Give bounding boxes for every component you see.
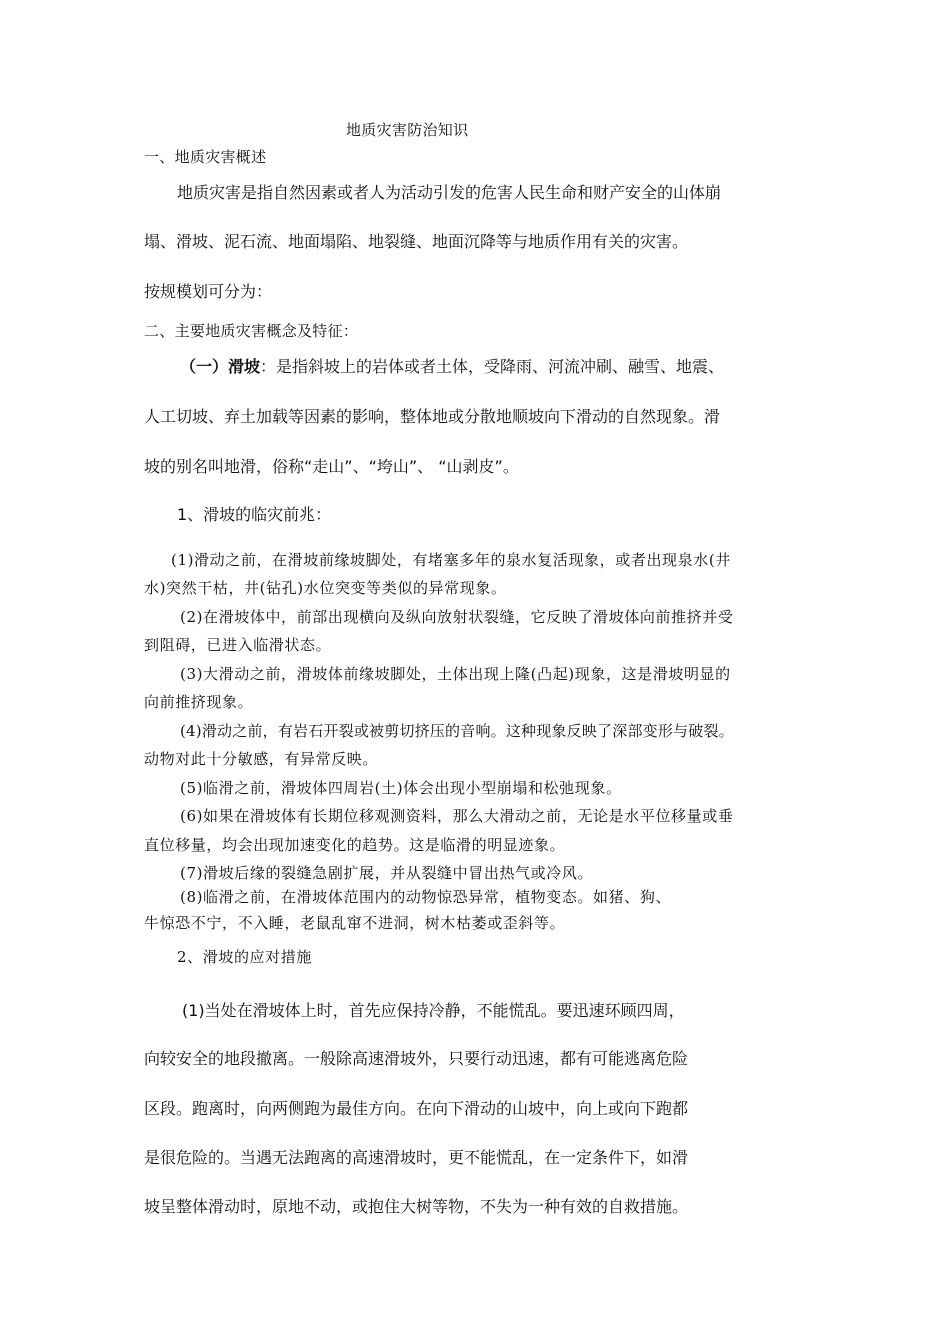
response-line: 是很危险的。当遇无法跑离的高速滑坡时，更不能慌乱，在一定条件下，如滑 <box>144 1148 689 1167</box>
sign-line: 牛惊恐不宁，不入睡，老鼠乱窜不进洞，树木枯萎或歪斜等。 <box>144 914 566 932</box>
sign-line: 到阻碍，已进入临滑状态。 <box>144 636 332 654</box>
response-line: (1)当处在滑坡体上时，首先应保持冷静，不能慌乱。要迅速环顾四周， <box>182 1001 685 1020</box>
sign-line: (4)滑动之前，有岩石开裂或被剪切挤压的音响。这种现象反映了深部变形与破裂。 <box>180 722 734 740</box>
section1-paragraph-line: 塌、滑坡、泥石流、地面塌陷、地裂缝、地面沉降等与地质作用有关的灾害。 <box>144 232 689 251</box>
response-heading: 2、滑坡的应对措施 <box>177 948 312 966</box>
sign-line: (2)在滑坡体中，前部出现横向及纵向放射状裂缝，它反映了滑坡体向前推挤并受 <box>180 608 734 626</box>
sign-line: (3)大滑动之前，滑坡体前缘坡脚处，土体出现上隆(凸起)现象，这是滑坡明显的 <box>180 665 731 683</box>
section1-scale-line: 按规模划可分为： <box>144 282 273 301</box>
landslide-definition-line: 坡的别名叫地滑，俗称“走山”、“垮山”、 “山剥皮”。 <box>144 457 519 476</box>
sign-line: (1)滑动之前，在滑坡前缘坡脚处，有堵塞多年的泉水复活现象，或者出现泉水(井 <box>171 551 731 569</box>
signs-heading: 1、滑坡的临灾前兆： <box>177 505 332 524</box>
section1-paragraph-line: 地质灾害是指自然因素或者人为活动引发的危害人民生命和财产安全的山体崩 <box>177 183 722 202</box>
sign-line: (6)如果在滑坡体有长期位移观测资料，那么大滑动之前，无论是水平位移量或垂 <box>180 807 734 825</box>
landslide-definition-lead: ：是指斜坡上的岩体或者土体，受降雨、河流冲刷、融雪、地震、 <box>260 357 725 376</box>
sign-line: (7)滑坡后缘的裂缝急剧扩展，并从裂缝中冒出热气或冷风。 <box>180 864 594 882</box>
section1-heading: 一、地质灾害概述 <box>144 148 267 166</box>
landslide-definition-line <box>180 354 724 377</box>
sign-line: 向前推挤现象。 <box>144 693 254 711</box>
response-line: 向较安全的地段撤离。一般除高速滑坡外，只要行动迅速，都有可能逃离危险 <box>144 1049 689 1068</box>
page-title: 地质灾害防治知识 <box>346 121 469 139</box>
sign-line: 水)突然干枯，井(钻孔)水位突变等类似的异常现象。 <box>144 579 507 597</box>
section2-heading: 二、主要地质灾害概念及特征： <box>144 322 359 340</box>
sign-line: (5)临滑之前，滑坡体四周岩(土)体会出现小型崩塌和松弛现象。 <box>180 779 622 797</box>
landslide-definition-line: 人工切坡、弃土加载等因素的影响，整体地或分散地顺坡向下滑动的自然现象。滑 <box>144 407 721 426</box>
sign-line: (8)临滑之前，在滑坡体范围内的动物惊恐异常，植物变态。如猪、狗、 <box>180 888 672 906</box>
sign-line: 动物对此十分敏感，有异常反映。 <box>144 750 379 768</box>
landslide-label: （一）滑坡 <box>180 357 261 376</box>
response-line: 坡呈整体滑动时，原地不动，或抱住大树等物，不失为一种有效的自救措施。 <box>144 1197 689 1216</box>
sign-line: 直位移量，均会出现加速变化的趋势。这是临滑的明显迹象。 <box>144 836 566 854</box>
response-line: 区段。跑离时，向两侧跑为最佳方向。在向下滑动的山坡中，向上或向下跑都 <box>144 1099 689 1118</box>
